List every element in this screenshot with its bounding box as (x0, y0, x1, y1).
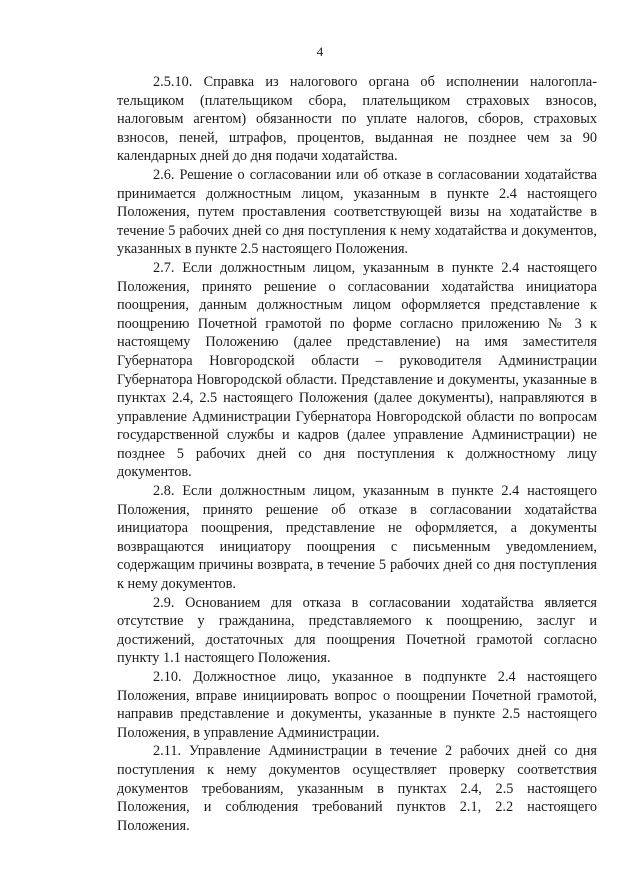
paragraph-number: 2.11. (153, 743, 182, 760)
paragraph-2-10 (117, 668, 597, 742)
document-body (117, 73, 597, 835)
paragraph-2-7 (117, 259, 597, 482)
paragraph-number: 2.10. (153, 669, 182, 685)
paragraph-text: Решение о согласовании или об отказе в согласовании ходатайства принимается должностным лицом, указанным в пункте 2.4 настоящего Положения, путем проставления соответствующей визы на ходатайстве в течение 5 рабочих дней со дня поступления к нему ходатайства и документов, указанных в пункте 2.5 настоящего Положения. (117, 166, 597, 258)
page-number: 4 (316, 44, 324, 59)
paragraph-text: Справка из налогового органа об исполнении налогоплательщиком (плательщиком сбора, плательщиком страховых взносов, налоговым агентом) обязанности по уплате налогов, сборов, страховых взносов, пеней, штрафов, процентов, выданная не позднее чем за 90 календарных дней до дня подачи ходатайства. (117, 74, 597, 165)
paragraph-text: Управление Администрации в течение 2 рабочих дней со дня поступления к нему документов осуществляет проверку соответствия документов требованиям, указанным в пунктах 2.4, 2.5 настоящего Положения, и соблюдения требований пунктов 2.1, 2.2 настоящего Положения. (117, 743, 598, 834)
paragraph-text: Если должностным лицом, указанным в пункте 2.4 настоящего Положения, принято решение о согласовании ходатайства инициатора поощрения, данным должностным лицом оформляется представление к поощрению Почетной грамотой по форме согласно приложению № 3 к настоящему Положению (далее представление) на имя заместителя Губернатора Новгородской области – руководителя Администрации Губернатора Новгородской области. Представление и документы, указанные в пунктах 2.4, 2.5 настоящего Положения (далее документы), направляются в управление Администрации Губернатора Новгородской области по вопросам государственной службы и кадров (далее управление Администрации) не позднее 5 рабочих дней со дня поступления к должностному лицу документов. (117, 259, 597, 481)
paragraph-number: 2.5.10. (153, 74, 193, 90)
paragraph-text: Если должностным лицом, указанным в пункте 2.4 настоящего Положения, принято решение об отказе в согласовании ходатайства инициатора поощрения, представление не оформляется, а документы возвращаются инициатору поощрения с письменным уведомлением, содержащим причины возврата, в течение 5 рабочих дней со дня поступления к нему документов. (117, 483, 597, 593)
paragraph-2-11 (117, 742, 597, 835)
paragraph-number: 2.8. (153, 483, 175, 500)
paragraph-number: 2.6. (153, 166, 175, 183)
paragraph-2-6 (117, 166, 597, 259)
paragraph-2-5-10 (117, 73, 597, 166)
paragraph-text: Основанием для отказа в согласовании ходатайства является отсутствие у гражданина, представляемого к поощрению, заслуг и достижений, достаточных для поощрения Почетной грамотой согласно пункту 1.1 настоящего Положения. (117, 594, 598, 667)
paragraph-2-9 (117, 594, 597, 668)
paragraph-number: 2.9. (153, 594, 175, 611)
paragraph-2-8 (117, 482, 597, 594)
paragraph-text: Должностное лицо, указанное в подпункте 2.4 настоящего Положения, вправе инициировать вопрос о поощрении Почетной грамотой, направив представление и документы, указанные в пункте 2.5 настоящего Положения, в управление Администрации. (117, 669, 597, 741)
paragraph-number: 2.7. (153, 259, 175, 276)
